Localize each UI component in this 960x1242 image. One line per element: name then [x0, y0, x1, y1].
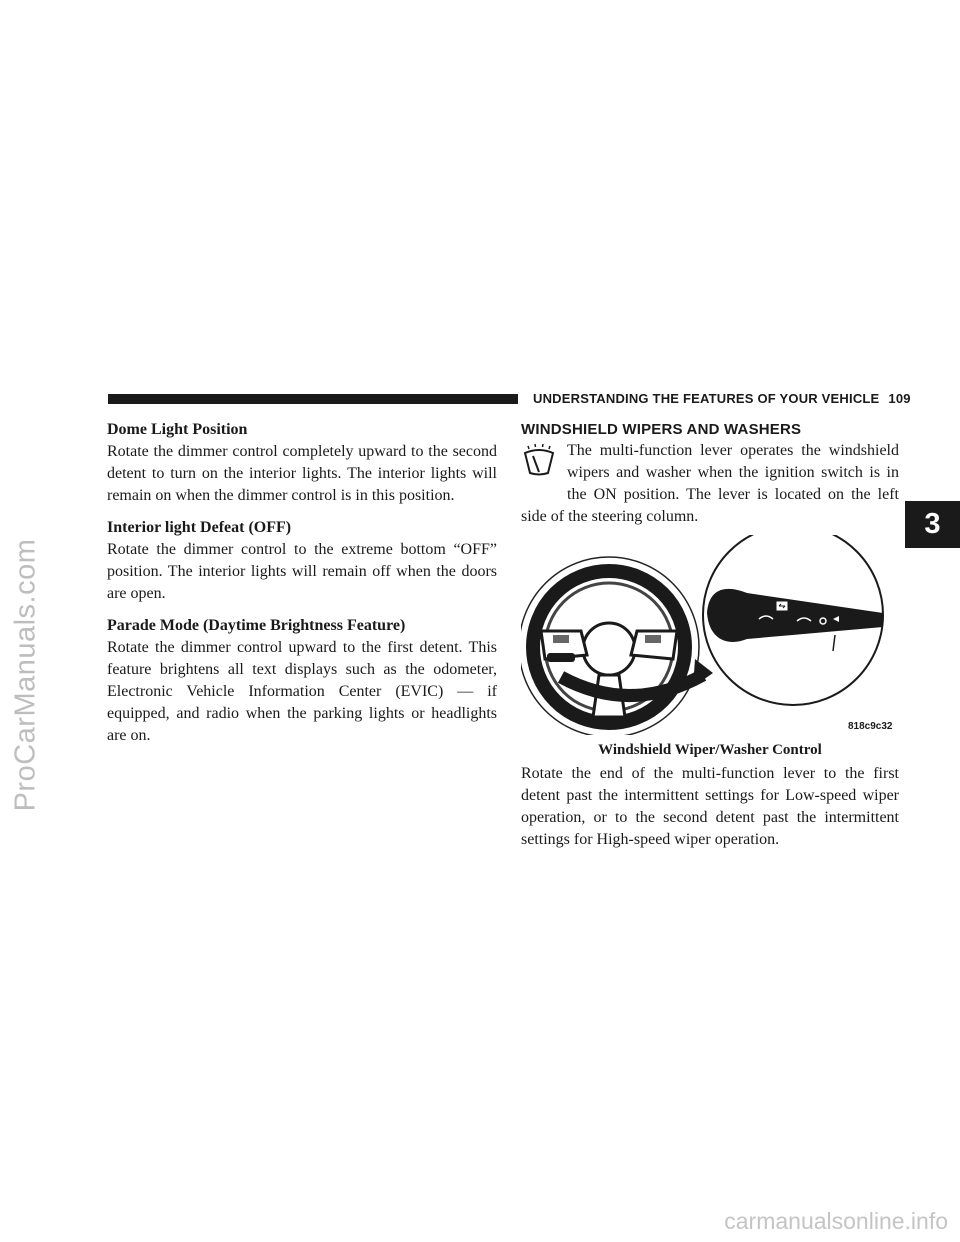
wiper-intro: [521, 440, 899, 528]
wiper-operation-text: Rotate the end of the multi-function lever to the first detent past the intermittent settings for Low-speed wiper operation, or to the second detent past the intermittent settings for High-speed wiper operation.: [521, 765, 899, 848]
chapter-tab: 3: [905, 501, 960, 548]
interior-light-defeat-text: Rotate the dimmer control to the extreme bottom “OFF” position. The interior lights will remain off when the doors are open.: [107, 541, 497, 602]
section-title: WINDSHIELD WIPERS AND WASHERS: [521, 421, 802, 438]
figure-code: 818c9c32: [848, 721, 893, 732]
wiper-intro-text: The multi-function lever operates the windshield wipers and washer when the ignition switch is in the ON position. The lever is located on the left side of the steering column.: [521, 442, 899, 525]
figure-caption: Windshield Wiper/Washer Control: [598, 742, 822, 758]
dome-light-heading: Dome Light Position: [107, 421, 248, 438]
page-number: 109: [888, 391, 911, 406]
dome-light-text: Rotate the dimmer control completely upward to the second detent to turn on the interior lights. The interior lights will remain on when the dimmer control is in this position.: [107, 443, 497, 504]
interior-light-defeat-heading: Interior light Defeat (OFF): [107, 519, 292, 536]
header-title: UNDERSTANDING THE FEATURES OF YOUR VEHICLE: [533, 391, 880, 406]
steering-wheel-illustration: [521, 557, 699, 735]
header-rule: [108, 394, 518, 404]
side-watermark-text: ProCarManuals.com: [9, 538, 42, 812]
lever-detail-illustration: [703, 535, 883, 705]
parade-mode-text: Rotate the dimmer control upward to the first detent. This feature brightens all text displays such as the odometer, Electronic Vehicle Information Center (EVIC) — if equipped, and radio when the parking lights or headlights are on.: [107, 639, 497, 744]
icon-indent: [521, 440, 567, 506]
running-header: [533, 391, 911, 406]
bottom-watermark: carmanualsonline.info: [724, 1208, 948, 1234]
wiper-control-illustration: [521, 535, 899, 735]
left-column: [107, 419, 497, 757]
parade-mode-heading: Parade Mode (Daytime Brightness Feature): [107, 617, 406, 634]
side-watermark: [2, 515, 50, 835]
